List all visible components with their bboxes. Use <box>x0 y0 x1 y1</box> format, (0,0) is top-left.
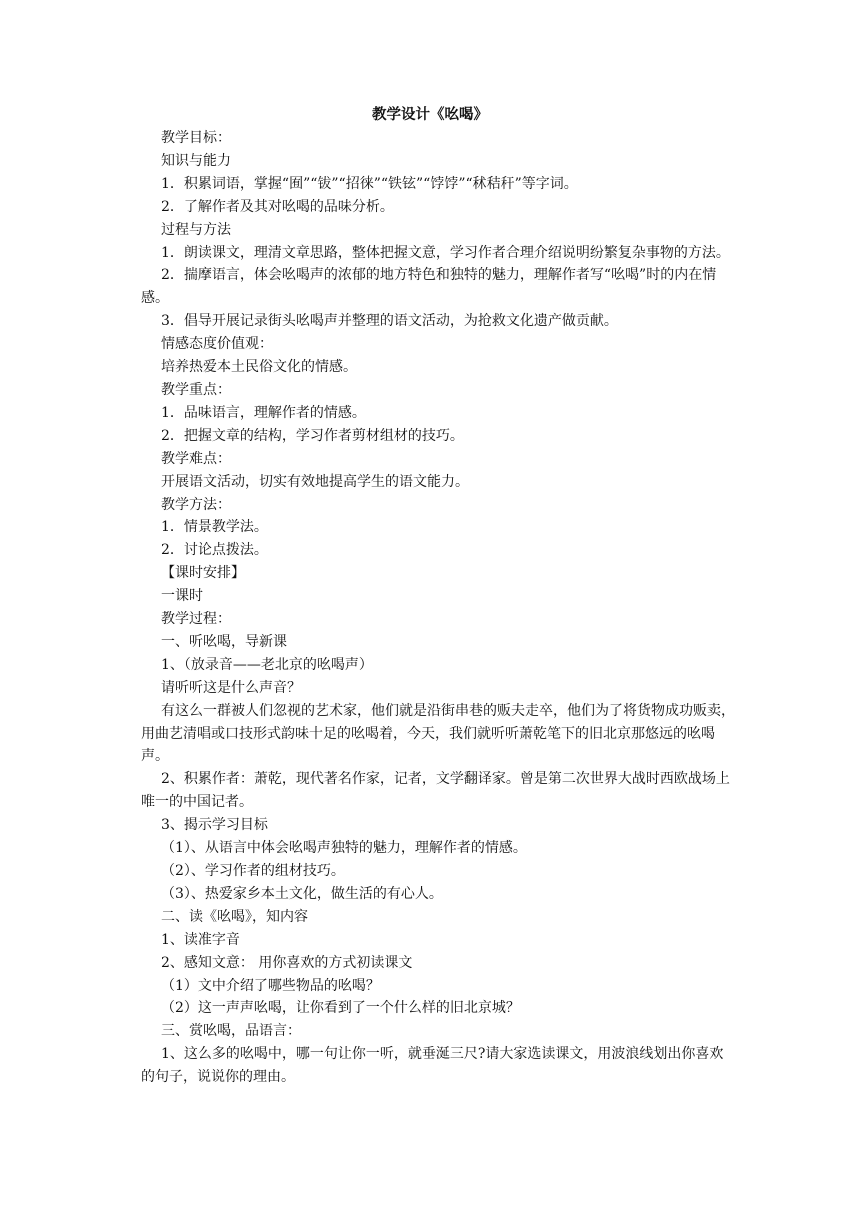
paragraph: （1）、从语言中体会吆喝声独特的魅力，理解作者的情感。 <box>161 840 527 857</box>
paragraph: 一、听吆喝，导新课 <box>161 633 287 650</box>
paragraph: 三、赏吆喝，品语言： <box>161 1023 301 1040</box>
paragraph: 2．揣摩语言，体会吆喝声的浓郁的地方特色和独特的魅力，理解作者写“吆喝”时的内在情感。 <box>141 267 717 307</box>
paragraph: 2．把握文章的结构，学习作者剪材组材的技巧。 <box>161 427 464 444</box>
paragraph: 2．讨论点拨法。 <box>161 542 268 559</box>
paragraph: 1、读准字音 <box>161 931 240 948</box>
paragraph: 1、这么多的吆喝中，哪一句让你一听，就垂涎三尺?请大家选读课文，用波浪线划出你喜欢的句子，说说你的理由。 <box>141 1046 724 1086</box>
paragraph: 3、揭示学习目标 <box>161 817 268 834</box>
paragraph: （2）、学习作者的组材技巧。 <box>161 863 345 879</box>
paragraph: 1．情景教学法。 <box>161 519 268 536</box>
paragraph: 1．积累词语，掌握“囿”“钹”“招徕”“铁铉”“饽饽”“秫秸秆”等字词。 <box>161 175 578 192</box>
paragraph: 2、积累作者：萧乾，现代著名作家，记者，文学翻译家。曾是第二次世界大战时西欧战场上唯一的中国记者。 <box>141 771 730 811</box>
paragraph: 教学过程： <box>161 611 231 628</box>
paragraph: 请听听这是什么声音？ <box>161 679 301 696</box>
paragraph: 情感态度价值观： <box>161 336 273 353</box>
paragraph: 2．了解作者及其对吆喝的品味分析。 <box>161 198 394 215</box>
paragraph: （1）文中介绍了哪些物品的吆喝？ <box>161 977 380 994</box>
paragraph: 知识与能力 <box>161 152 231 169</box>
document-body <box>141 127 737 1089</box>
paragraph: 教学难点： <box>161 450 231 467</box>
paragraph: 1．品味语言，理解作者的情感。 <box>161 404 366 421</box>
paragraph: 教学目标： <box>161 130 231 146</box>
paragraph: 1、（放录音——老北京的吆喝声） <box>161 656 373 673</box>
document-title: 教学设计《吆喝》 <box>372 106 488 123</box>
paragraph: 培养热爱本土民俗文化的情感。 <box>161 359 357 376</box>
paragraph: 【课时安排】 <box>161 565 245 582</box>
paragraph: 开展语文活动，切实有效地提高学生的语文能力。 <box>161 473 469 490</box>
paragraph: 2、感知文意： 用你喜欢的方式初读课文 <box>161 954 413 971</box>
paragraph: 教学重点： <box>161 381 231 398</box>
paragraph: 教学方法： <box>161 496 231 513</box>
paragraph: （3）、热爱家乡本土文化，做生活的有心人。 <box>161 885 443 902</box>
paragraph: 一课时 <box>161 588 203 605</box>
paragraph: 3．倡导开展记录街头吆喝声并整理的语文活动，为抢救文化遗产做贡献。 <box>161 313 618 330</box>
paragraph: 过程与方法 <box>161 221 231 238</box>
paragraph: （2）这一声声吆喝，让你看到了一个什么样的旧北京城？ <box>161 1000 520 1017</box>
paragraph: 1．朗读课文，理清文章思路，整体把握文意，学习作者合理介绍说明纷繁复杂事物的方法。 <box>161 244 730 261</box>
paragraph: 二、读《吆喝》，知内容 <box>161 908 308 925</box>
paragraph: 有这么一群被人们忽视的艺术家，他们就是沿街串巷的贩夫走卒，他们为了将货物成功贩卖，用曲艺清唱或口技形式韵味十足的吆喝着，今天，我们就听听萧乾笔下的旧北京那悠远的吆喝声。 <box>141 702 735 765</box>
